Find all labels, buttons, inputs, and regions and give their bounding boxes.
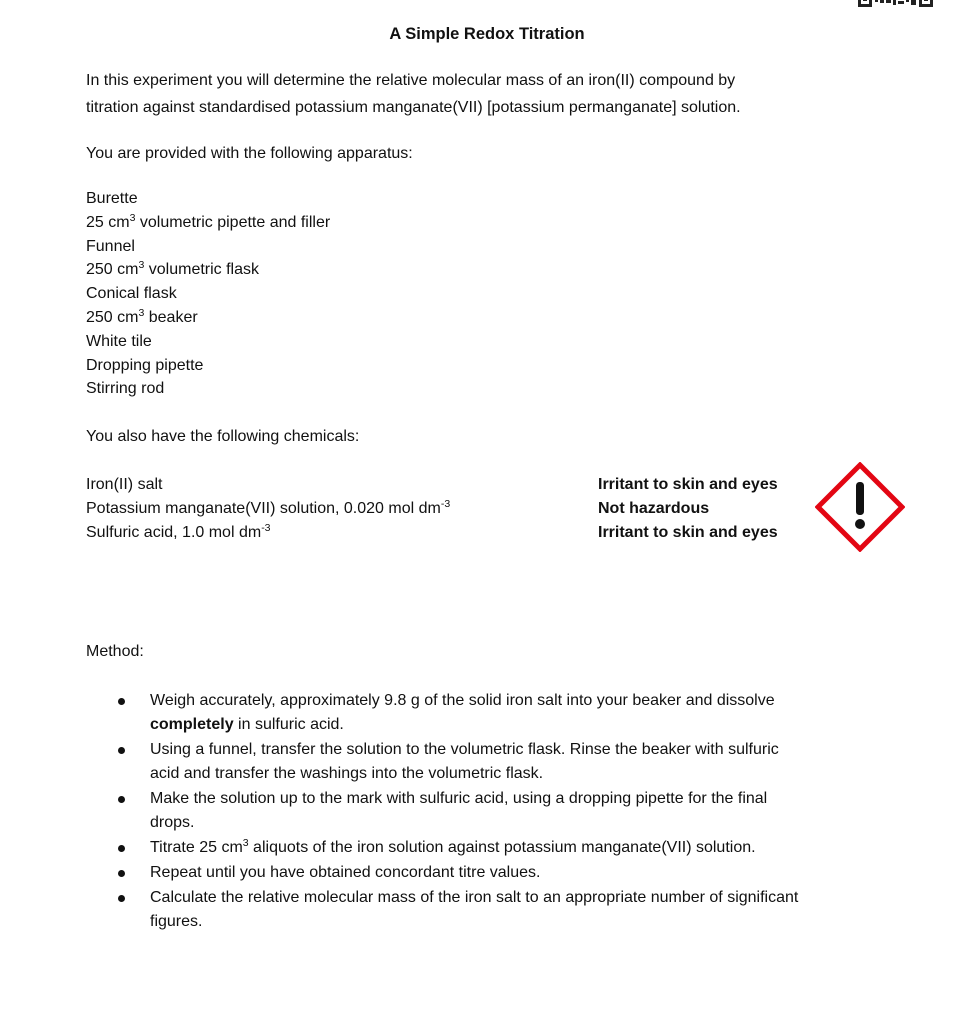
bullet-icon [118,796,125,803]
apparatus-item: 25 $cm^3$ volumetric pipette and filler [86,211,331,231]
ghs-exclamation-icon [815,462,905,552]
chemical-name: Iron(II) salt [86,476,163,493]
apparatus-item: Conical flask [86,285,177,303]
apparatus-item: White tile [86,332,152,350]
qr-code-icon [858,0,934,8]
bullet-icon [118,747,125,754]
bullet-icon [118,845,125,852]
bullet-icon [118,698,125,705]
document-title: A Simple Redox Titration [389,25,585,43]
method-step: Make the solution up to the mark with sulfuric acid, using a dropping pipette for the final drops. [0,787,980,835]
apparatus-list [86,187,330,401]
method-step: Calculate the relative molecular mass of the iron salt to an appropriate number of significant figures. [0,886,980,934]
method-list [0,689,980,935]
hazard-label: Irritant to skin and eyes [598,524,778,541]
hazard-label: Not hazardous [598,500,710,517]
apparatus-item: 250 $cm^3$ beaker [86,306,198,326]
hazard-label: Irritant to skin and eyes [598,476,778,493]
method-step: Weigh accurately, approximately 9.8 g of the solid iron salt into your beaker and dissolve completely in sulfuric acid. [0,689,980,737]
apparatus-item: Burette [86,190,138,207]
bullet-icon [118,870,125,877]
apparatus-item: Stirring rod [86,380,165,398]
apparatus-item: 250 $cm^3$ volumetric flask [86,259,260,279]
method-step: Titrate 25 $cm^3$ aliquots of the iron solution against potassium manganate(VII) solution. [0,836,980,860]
method-step: Repeat until you have obtained concordant titre values. [0,861,980,885]
chemical-name: Sulfuric acid, 1.0 mol $dm^{-3}$ [86,522,271,541]
apparatus-heading: You are provided with the following apparatus: [86,145,413,162]
chemicals-heading: You also have the following chemicals: [86,428,360,445]
bullet-icon [118,895,125,902]
apparatus-item: Funnel [86,237,135,255]
intro-text-line-1: In this experiment you will determine the relative molecular mass of an iron(II) compound by [86,72,736,89]
apparatus-item: Dropping pipette [86,356,204,374]
intro-text-line-2: titration against standardised potassium manganate(VII) [potassium permanganate] solution. [86,99,741,116]
method-step: Using a funnel, transfer the solution to the volumetric flask. Rinse the beaker with sulfuric acid and transfer the washings into the volumetric flask. [0,738,980,786]
chemical-name: Potassium manganate(VII) solution, 0.020 mol $dm^{-3}$ [86,498,451,517]
method-heading: Method: [86,643,144,660]
